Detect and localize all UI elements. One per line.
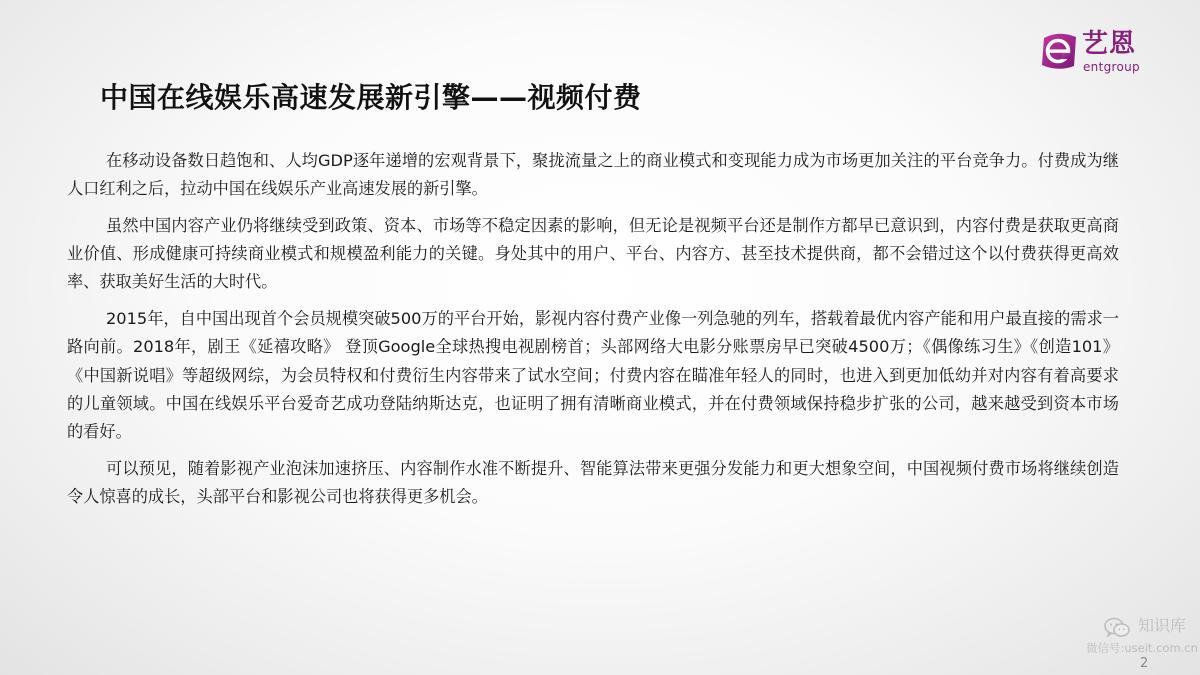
wechat-icon — [1104, 617, 1130, 639]
page-title: 中国在线娱乐高速发展新引擎——视频付费 — [100, 81, 642, 114]
paragraph-1: 在移动设备数日趋饱和、人均GDP逐年递增的宏观背景下，聚拢流量之上的商业模式和变现能力成为市场更加关注的平台竞争力。付费成为继人口红利之后，拉动中国在线娱乐产业高速发展的新引擎。 — [67, 151, 1119, 199]
paragraph-2: 虽然中国内容产业仍将继续受到政策、资本、市场等不稳定因素的影响，但无论是视频平台还是制作方都早已意识到，内容付费是获取更高商业价值、形成健康可持续商业模式和规模盈利能力的关键。身处其中的用户、平台、内容方、甚至技术提供商，都不会错过这个以付费获得更高效率、获取美好生活的大时代。 — [67, 215, 1119, 292]
entgroup-logo — [1036, 26, 1166, 78]
watermark-subtitle: 微信号:useit.com.cn — [1086, 641, 1198, 655]
body-text — [67, 147, 1119, 520]
logo-english-name: entgroup — [1083, 60, 1140, 74]
paragraph-3: 2015年，自中国出现首个会员规模突破500万的平台开始，影视内容付费产业像一列急驰的列车，搭载着最优内容产能和用户最直接的需求一路向前。2018年，剧王《延禧攻略》 登顶Google全球热搜电视剧榜首；头部网络大电影分账票房早已突破4500万；《偶像练习生》《创造101》《中国新说唱》等超级网综，为会员特权和付费衍生内容带来了试水空间；付费内容在瞄准年轻人的同时，也进入到更加低幼并对内容有着高要求的儿童领域。中国在线娱乐平台爱奇艺成功登陆纳斯达克，也证明了拥有清晰商业模式，并在付费领域保持稳步扩张的公司，越来越受到资本市场的看好。 — [67, 309, 1119, 442]
logo-chinese-name: 艺恩 — [1082, 29, 1137, 59]
watermark-title: 知识库 — [1138, 616, 1187, 635]
page-number: 2 — [1140, 656, 1149, 671]
entgroup-logo-icon — [1036, 28, 1082, 74]
paragraph-4: 可以预见，随着影视产业泡沫加速挤压、内容制作水准不断提升、智能算法带来更强分发能力和更大想象空间，中国视频付费市场将继续创造令人惊喜的成长，头部平台和影视公司也将获得更多机会。 — [67, 458, 1119, 507]
